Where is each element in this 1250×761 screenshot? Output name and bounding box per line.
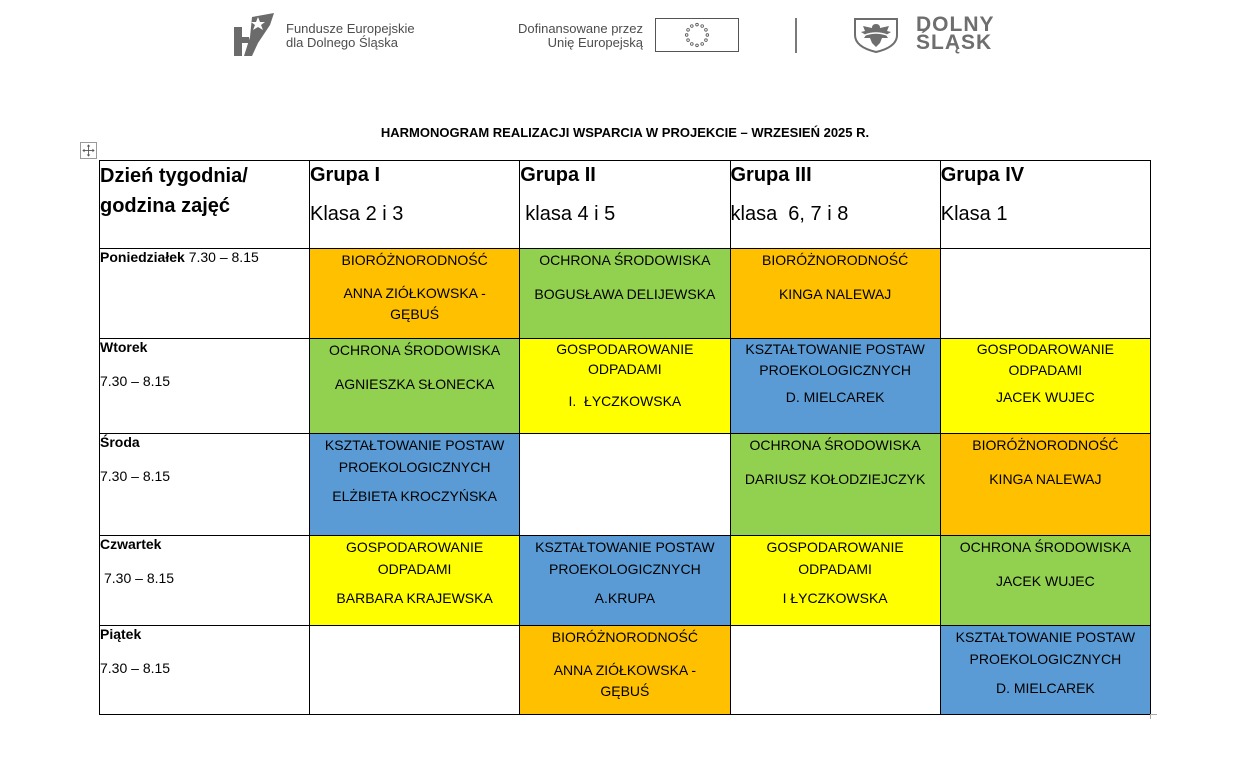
activity-cell-empty bbox=[730, 626, 940, 715]
activity-cell bbox=[520, 249, 730, 339]
group-class: Klasa 1 bbox=[940, 203, 1008, 225]
logo-header bbox=[0, 0, 1250, 70]
table-row bbox=[100, 626, 1151, 715]
activity-subject: BIORÓŻNORODNOŚĆ bbox=[551, 629, 698, 645]
table-row bbox=[100, 434, 1151, 536]
activity-teacher: ANNA ZIÓŁKOWSKA - GĘBUŚ bbox=[553, 662, 697, 699]
activity-subject: GOSPODAROWANIE ODPADAMI bbox=[556, 341, 694, 377]
header-group-2 bbox=[520, 161, 730, 249]
activity-subject: OCHRONA ŚRODOWISKA bbox=[959, 539, 1131, 555]
header-group-4 bbox=[940, 161, 1150, 249]
activity-cell bbox=[310, 536, 520, 626]
activity-cell bbox=[520, 536, 730, 626]
activity-cell bbox=[940, 536, 1150, 626]
group-name: Grupa IV bbox=[940, 164, 1025, 186]
schedule-table bbox=[99, 160, 1151, 715]
logo-separator bbox=[795, 18, 797, 53]
table-row bbox=[100, 339, 1151, 434]
day-time: 7.30 – 8.15 bbox=[100, 660, 171, 676]
activity-subject: KSZTAŁTOWANIE POSTAW PROEKOLOGICZNYCH bbox=[324, 437, 505, 475]
header-group-3 bbox=[730, 161, 940, 249]
activity-cell-empty bbox=[520, 434, 730, 536]
activity-cell bbox=[520, 626, 730, 715]
activity-cell bbox=[730, 434, 940, 536]
group-class: klasa 4 i 5 bbox=[525, 203, 616, 225]
group-name: Grupa I bbox=[310, 164, 381, 186]
day-cell-friday bbox=[100, 626, 310, 715]
activity-teacher: BOGUSŁAWA DELIJEWSKA bbox=[534, 286, 716, 302]
activity-subject: BIORÓŻNORODNOŚĆ bbox=[972, 437, 1119, 453]
activity-cell bbox=[730, 339, 940, 434]
activity-subject: OCHRONA ŚRODOWISKA bbox=[329, 342, 501, 358]
day-time: 7.30 – 8.15 bbox=[100, 373, 171, 389]
table-move-handle-icon[interactable] bbox=[80, 142, 97, 159]
activity-cell bbox=[730, 536, 940, 626]
day-cell-tuesday bbox=[100, 339, 310, 434]
day-time: 7.30 – 8.15 bbox=[188, 249, 259, 265]
activity-cell-empty bbox=[310, 626, 520, 715]
day-time: 7.30 – 8.15 bbox=[104, 570, 175, 586]
activity-cell bbox=[310, 434, 520, 536]
header-day-line2: godzina zajęć bbox=[100, 195, 231, 217]
activity-cell-empty bbox=[940, 249, 1150, 339]
day-cell-thursday bbox=[100, 536, 310, 626]
activity-subject: KSZTAŁTOWANIE POSTAW PROEKOLOGICZNYCH bbox=[535, 539, 715, 577]
day-name: Piątek bbox=[100, 626, 142, 642]
activity-cell bbox=[310, 339, 520, 434]
group-name: Grupa III bbox=[730, 164, 812, 186]
activity-teacher: ANNA ZIÓŁKOWSKA - GĘBUŚ bbox=[343, 285, 486, 322]
activity-cell bbox=[730, 249, 940, 339]
table-row bbox=[100, 536, 1151, 626]
dolny-slask-wordmark: DOLNY ŚLĄSK bbox=[916, 13, 995, 54]
activity-teacher: AGNIESZKA SŁONECKA bbox=[334, 376, 495, 392]
group-class: klasa 6, 7 i 8 bbox=[730, 203, 849, 225]
header-day-line1: Dzień tygodnia/ bbox=[100, 165, 248, 187]
document-title: HARMONOGRAM REALIZACJI WSPARCIA W PROJEKCIE – WRZESIEŃ 2025 R. bbox=[380, 125, 870, 140]
day-name: Czwartek bbox=[100, 536, 162, 552]
header-day-cell bbox=[100, 161, 310, 249]
activity-subject: KSZTAŁTOWANIE POSTAW PROEKOLOGICZNYCH bbox=[955, 629, 1136, 667]
activity-teacher: I. ŁYCZKOWSKA bbox=[568, 393, 682, 409]
activity-teacher: KINGA NALEWAJ bbox=[989, 471, 1102, 487]
activity-subject: GOSPODAROWANIE ODPADAMI bbox=[346, 539, 484, 577]
activity-teacher: D. MIELCAREK bbox=[785, 389, 885, 405]
activity-subject: BIORÓŻNORODNOŚĆ bbox=[762, 252, 909, 268]
day-name: Poniedziałek bbox=[100, 249, 185, 265]
day-cell-monday bbox=[100, 249, 310, 339]
activity-cell bbox=[940, 434, 1150, 536]
activity-teacher: D. MIELCAREK bbox=[995, 680, 1095, 696]
activity-teacher: I ŁYCZKOWSKA bbox=[782, 590, 888, 606]
activity-subject: OCHRONA ŚRODOWISKA bbox=[539, 252, 711, 268]
day-name: Środa bbox=[100, 434, 140, 450]
activity-cell bbox=[310, 249, 520, 339]
activity-subject: KSZTAŁTOWANIE POSTAW PROEKOLOGICZNYCH bbox=[745, 341, 925, 378]
fundusze-europejskie-text: Fundusze Europejskie dla Dolnego Śląska bbox=[286, 21, 415, 50]
table-resize-handle[interactable] bbox=[1150, 714, 1157, 719]
activity-teacher: JACEK WUJEC bbox=[995, 389, 1095, 405]
day-time: 7.30 – 8.15 bbox=[100, 468, 171, 484]
day-cell-wednesday bbox=[100, 434, 310, 536]
day-name: Wtorek bbox=[100, 339, 148, 355]
activity-subject: GOSPODAROWANIE ODPADAMI bbox=[766, 539, 904, 577]
fundusze-europejskie-logo-icon bbox=[234, 13, 274, 56]
activity-teacher: DARIUSZ KOŁODZIEJCZYK bbox=[744, 471, 926, 487]
activity-cell bbox=[940, 626, 1150, 715]
header-row bbox=[100, 161, 1151, 249]
eu-flag-icon bbox=[655, 18, 739, 52]
dolny-slask-eagle-crest-icon bbox=[851, 17, 901, 53]
activity-teacher: A.KRUPA bbox=[594, 590, 656, 606]
activity-teacher: KINGA NALEWAJ bbox=[778, 286, 892, 302]
activity-teacher: ELŻBIETA KROCZYŃSKA bbox=[332, 488, 497, 504]
activity-teacher: BARBARA KRAJEWSKA bbox=[336, 590, 493, 606]
group-class: Klasa 2 i 3 bbox=[310, 203, 404, 225]
activity-subject: BIORÓŻNORODNOŚĆ bbox=[341, 252, 488, 268]
group-name: Grupa II bbox=[520, 164, 596, 186]
eu-cofinancing-text: Dofinansowane przez Unię Europejską bbox=[517, 21, 643, 50]
activity-subject: GOSPODAROWANIE ODPADAMI bbox=[976, 341, 1114, 378]
activity-teacher: JACEK WUJEC bbox=[995, 573, 1095, 589]
activity-cell bbox=[940, 339, 1150, 434]
activity-cell bbox=[520, 339, 730, 434]
header-group-1 bbox=[310, 161, 520, 249]
table-row bbox=[100, 249, 1151, 339]
activity-subject: OCHRONA ŚRODOWISKA bbox=[749, 437, 921, 453]
